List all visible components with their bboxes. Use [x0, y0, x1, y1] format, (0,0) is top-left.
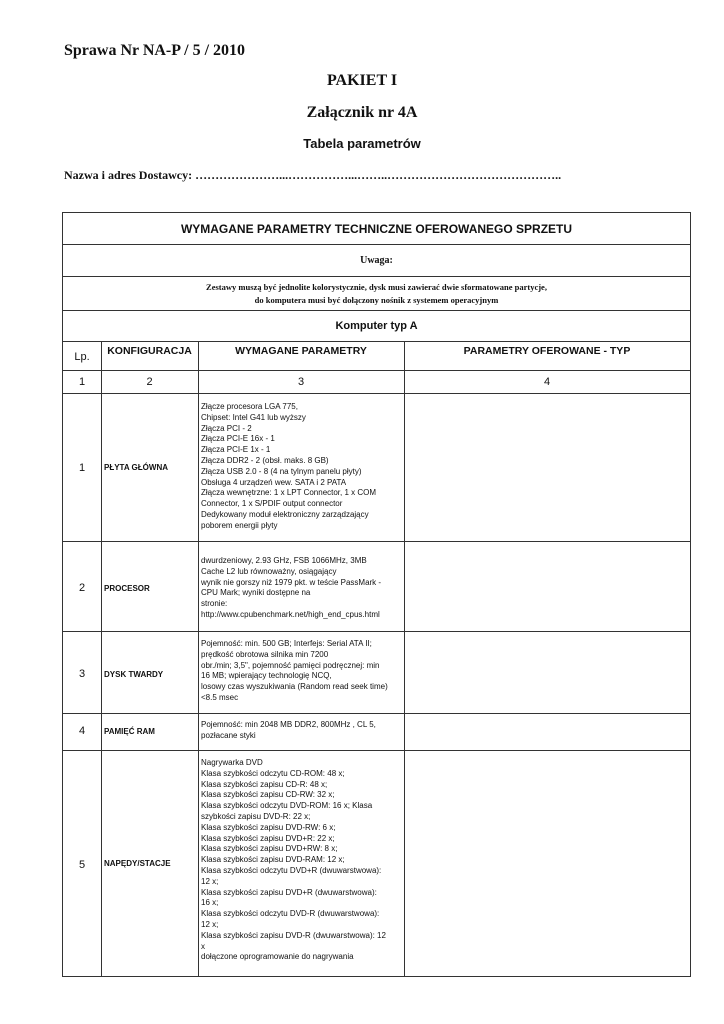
param-line: Klasa szybkości odczytu CD-ROM: 48 x; [201, 768, 345, 778]
column-divider [101, 342, 102, 976]
param-line: Klasa szybkości zapisu DVD+R: 22 x; [201, 833, 335, 843]
required-params [201, 758, 404, 963]
table-title: Tabela parametrów [303, 136, 421, 151]
row-divider [63, 370, 690, 371]
param-line: dołączone oprogramowanie do nagrywania [201, 952, 354, 962]
row-divider [63, 750, 690, 751]
param-line: Klasa szybkości odczytu DVD-ROM: 16 x; Klasa [201, 801, 373, 811]
param-line: Złącza USB 2.0 - 8 (4 na tylnym panelu płyty) [201, 466, 362, 476]
required-params [201, 639, 404, 704]
column-divider [198, 342, 199, 976]
param-line: szybkości zapisu DVD-R: 22 x; [201, 811, 311, 821]
param-line: wynik nie gorszy niż 1979 pkt. w teście PassMark - [201, 577, 382, 587]
param-line: Dedykowany moduł elektroniczny zarządzający [201, 509, 369, 519]
note-line: do komputera musi być dołączony nośnik z systemem operacyjnym [254, 294, 499, 305]
param-line: Klasa szybkości odczytu DVD+R (dwuwarstwowa): [201, 865, 382, 875]
row-divider [63, 713, 690, 714]
note-text [63, 277, 690, 311]
param-line: 16 x; [201, 898, 219, 908]
param-line: x [201, 941, 205, 951]
column-divider [404, 342, 405, 976]
column-number: 3 [297, 376, 305, 388]
param-line: Złącza PCI-E 16x - 1 [201, 434, 275, 444]
param-line: Klasa szybkości odczytu DVD-R (dwuwarstwowa): [201, 909, 380, 919]
note-label [63, 245, 690, 277]
config-name: NAPĘDY/STACJE [104, 859, 171, 868]
param-line: <8.5 msec [201, 692, 239, 702]
param-line: stronie: [201, 599, 228, 609]
required-params [201, 402, 404, 532]
column-header-lp: Lp. [74, 351, 90, 363]
param-line: http://www.cpubenchmark.net/high_end_cpus.html [201, 609, 380, 619]
param-line: pozłacane styki [201, 730, 256, 740]
param-line: Obsługa 4 urządzeń wew. SATA i 2 PATA [201, 477, 347, 487]
param-line: Klasa szybkości zapisu DVD+R (dwuwarstwowa): [201, 887, 377, 897]
param-line: Klasa szybkości zapisu CD-RW: 32 x; [201, 790, 335, 800]
package-title: PAKIET I [326, 72, 398, 89]
column-number: 2 [146, 376, 153, 388]
row-number: 3 [78, 668, 86, 680]
param-line: Connector, 1 x S/PDIF output connector [201, 499, 343, 509]
row-number: 4 [78, 725, 86, 737]
param-line: Klasa szybkości zapisu CD-R: 48 x; [201, 779, 328, 789]
param-line: Złącze procesora LGA 775, [201, 402, 298, 411]
param-line: 16 MB; wpierający technologię NCQ, [201, 671, 332, 681]
param-line: poborem energii płyty [201, 520, 278, 530]
param-line: Złącza DDR2 - 2 (obsł. maks. 8 GB) [201, 455, 329, 465]
section-title-text: Komputer typ A [335, 320, 418, 332]
config-name: DYSK TWARDY [104, 670, 164, 679]
param-line: Nagrywarka DVD [201, 758, 263, 767]
config-name: PROCESOR [104, 584, 150, 593]
param-line: Klasa szybkości zapisu DVD+RW: 8 x; [201, 844, 338, 854]
param-line: Chipset: Intel G41 lub wyższy [201, 412, 306, 422]
required-params [201, 720, 404, 742]
column-header-offered: PARAMETRY OFEROWANE - TYP [463, 345, 631, 357]
column-number: 1 [78, 376, 86, 388]
parameters-table [62, 212, 691, 977]
row-divider [63, 541, 690, 542]
row-divider [63, 393, 690, 394]
param-line: Pojemność: min. 500 GB; Interfejs: Serial ATA II; [201, 639, 372, 648]
attachment-title: Załącznik nr 4A [306, 104, 418, 121]
note-line: Zestawy muszą być jednolite kolorystycznie, dysk musi zawierać dwie sformatowane partycje, [206, 281, 547, 292]
column-header-config: KONFIGURACJA [107, 345, 192, 357]
table-heading [63, 213, 690, 245]
param-line: Klasa szybkości zapisu DVD-RW: 6 x; [201, 822, 336, 832]
case-number: Sprawa Nr NA-P / 5 / 2010 [64, 42, 246, 59]
param-line: Złącza wewnętrzne: 1 x LPT Connector, 1 x COM [201, 488, 377, 498]
row-divider [63, 631, 690, 632]
param-line: Cache L2 lub równoważny, osiągający [201, 566, 337, 576]
required-params [201, 556, 404, 621]
row-number: 2 [78, 582, 86, 594]
param-line: Pojemność: min 2048 MB DDR2, 800MHz , CL 5, [201, 720, 376, 729]
row-number: 1 [78, 462, 86, 474]
supplier-line: Nazwa i adres Dostawcy: …………………...……………...……..…………………………………….. [64, 168, 562, 182]
config-name: PŁYTA GŁÓWNA [104, 463, 168, 472]
row-number: 5 [78, 859, 86, 871]
param-line: Klasa szybkości zapisu DVD-R (dwuwarstwowa): 12 [201, 930, 386, 940]
param-line: Złącza PCI-E 1x - 1 [201, 445, 271, 455]
column-number: 4 [543, 376, 551, 388]
param-line: Złącza PCI - 2 [201, 423, 252, 433]
param-line: CPU Mark; wyniki dostępne na [201, 588, 311, 598]
section-title [63, 311, 690, 342]
param-line: prędkość obrotowa silnika min 7200 [201, 649, 329, 659]
param-line: Klasa szybkości zapisu DVD-RAM: 12 x; [201, 855, 345, 865]
table-heading-text: WYMAGANE PARAMETRY TECHNICZNE OFEROWANEGO SPRZETU [180, 221, 573, 236]
note-label-text: Uwaga: [360, 255, 393, 266]
param-line: obr./min; 3,5", pojemność pamięci podręcznej: min [201, 660, 380, 670]
param-line: dwurdzeniowy, 2.93 GHz, FSB 1066MHz, 3MB [201, 556, 367, 565]
config-name: PAMIĘĆ RAM [104, 727, 155, 736]
param-line: losowy czas wyszukiwania (Random read seek time) [201, 682, 388, 692]
param-line: 12 x; [201, 919, 219, 929]
param-line: 12 x; [201, 876, 219, 886]
column-header-required: WYMAGANE PARAMETRY [235, 345, 367, 357]
